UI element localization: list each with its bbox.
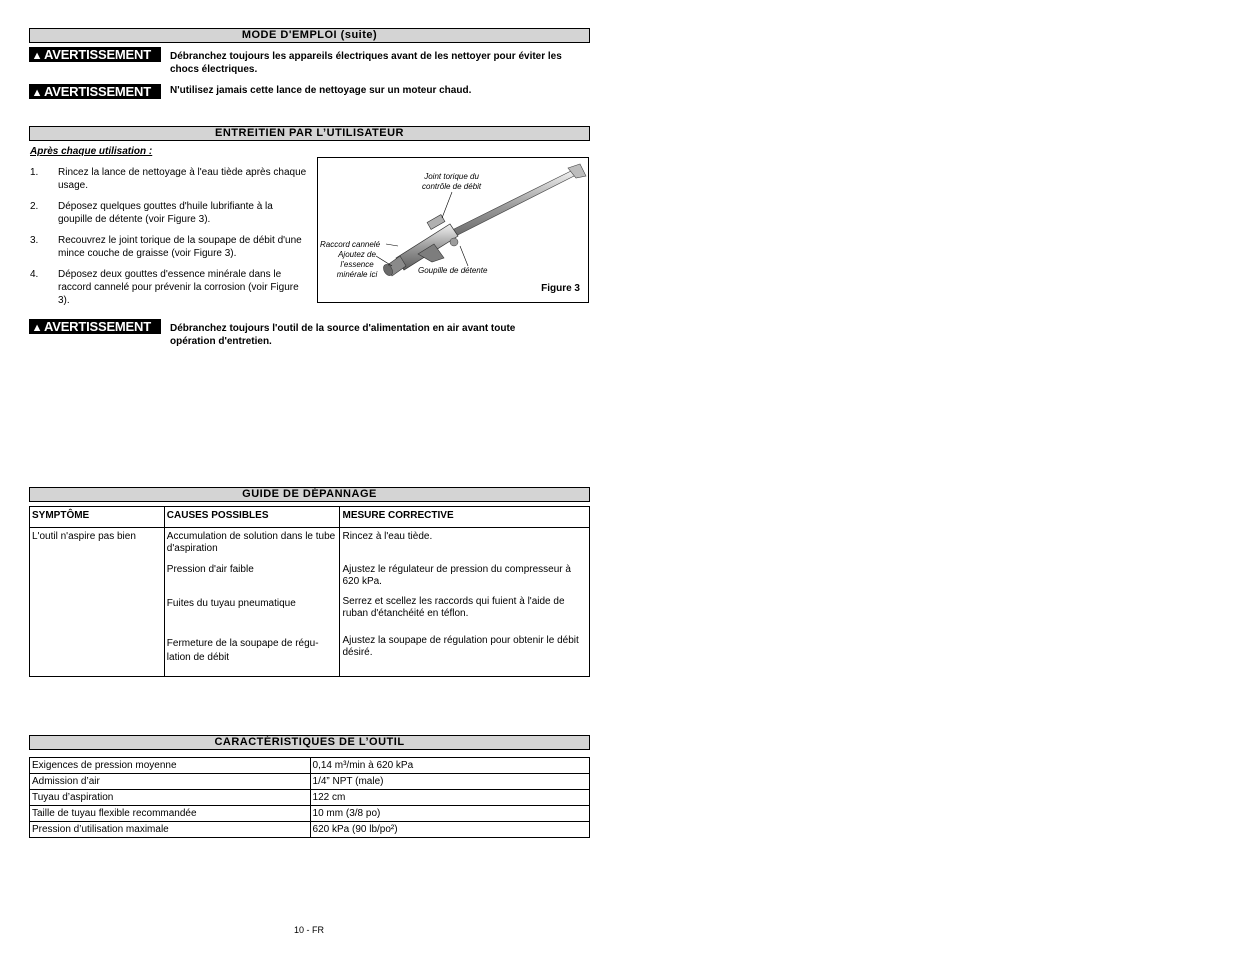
warning-text-2: N'utilisez jamais cette lance de nettoyage sur un moteur chaud.	[170, 85, 472, 96]
depannage-header: GUIDE DE DÉPANNAGE	[29, 487, 590, 502]
figure-label-ajoutez: Ajoutez de l’essence minérale ici	[336, 250, 378, 279]
entretien-header: ENTREITIEN PAR L’UTILISATEUR	[29, 126, 590, 141]
spec-value: 0,14 m³/min à 620 kPa	[310, 758, 589, 774]
list-item: 1. Rincez la lance de nettoyage à l'eau tiède après chaque usage.	[30, 167, 307, 191]
warning-badge-label: AVERTISSEMENT	[44, 319, 151, 334]
table-row	[30, 806, 590, 822]
spec-value: 620 kPa (90 lb/po²)	[310, 822, 589, 838]
warning-badge	[29, 47, 161, 62]
spec-label: Admission d’air	[30, 774, 311, 790]
fixes-cell	[340, 528, 590, 677]
spec-label: Pression d’utilisation maximale	[30, 822, 311, 838]
cause-item: Fuites du tuyau pneumatique	[166, 598, 296, 609]
fix-item: Serrez et scellez les raccords qui fuient à l'aide de ruban d'étanchéité en téflon.	[342, 596, 565, 619]
figure-label-raccord: Raccord cannelé	[320, 240, 381, 249]
column-header: CAUSES POSSIBLES	[164, 507, 340, 528]
spec-value: 10 mm (3/8 po)	[310, 806, 589, 822]
mode-emploi-header: MODE D'EMPLOI (suite)	[29, 28, 590, 43]
fix-item: Ajustez la soupape de régulation pour obtenir le débit désiré.	[342, 635, 579, 658]
warning-text-3: Débranchez toujours l'outil de la source d'alimentation en air avant toute opération d'entretien.	[170, 323, 516, 347]
warning-badge-label: AVERTISSEMENT	[44, 47, 151, 62]
warning-triangle-icon: ▲	[31, 322, 43, 334]
warning-triangle-icon: ▲	[31, 50, 43, 62]
spec-label: Exigences de pression moyenne	[30, 758, 311, 774]
spec-label: Tuyau d’aspiration	[30, 790, 311, 806]
entretien-subheading: Après chaque utilisation :	[30, 146, 153, 157]
list-item: 4. Déposez deux gouttes d'essence minérale dans le raccord cannelé pour prévenir la corrosion (voir Figure 3).	[30, 269, 299, 306]
table-row	[30, 774, 590, 790]
cause-item: Fermeture de la soupape de régu-lation de débit	[166, 638, 319, 663]
figure-3	[317, 157, 589, 303]
fix-item: Ajustez le régulateur de pression du compresseur à 620 kPa.	[342, 564, 571, 587]
troubleshooting-table	[29, 506, 590, 677]
warning-badge-label: AVERTISSEMENT	[44, 84, 151, 99]
table-header-row	[30, 507, 590, 528]
figure-caption: Figure 3	[541, 283, 580, 294]
specifications-table	[29, 757, 590, 838]
caracteristiques-header: CARACTÉRISTIQUES DE L’OUTIL	[29, 735, 590, 750]
page-number: 10 - FR	[294, 925, 325, 935]
table-row	[30, 822, 590, 838]
cause-item: Pression d'air faible	[166, 564, 254, 575]
warning-text-1: Débranchez toujours les appareils électriques avant de les nettoyer pour éviter les chocs électriques.	[170, 51, 562, 75]
figure-label-goupille: Goupille de détente	[418, 266, 488, 275]
figure-label-joint: Joint torique du contrôle de débit	[422, 172, 482, 191]
table-row	[30, 758, 590, 774]
warning-triangle-icon: ▲	[31, 87, 43, 99]
spec-label: Taille de tuyau flexible recommandée	[30, 806, 311, 822]
table-row	[30, 790, 590, 806]
warning-badge	[29, 319, 161, 334]
list-item: 3. Recouvrez le joint torique de la soupape de débit d'une mince couche de graisse (voir Figure 3).	[30, 235, 302, 259]
list-item: 2. Déposez quelques gouttes d'huile lubrifiante à la goupille de détente (voir Figure 3).	[30, 201, 273, 225]
cause-item: Accumulation de solution dans le tube d'aspiration	[166, 531, 336, 554]
warning-badge	[29, 84, 161, 99]
causes-cell	[164, 528, 340, 677]
column-header: SYMPTÔME	[30, 507, 165, 528]
symptom-cell: L'outil n'aspire pas bien	[30, 528, 165, 677]
table-row	[30, 528, 590, 677]
fix-item: Rincez à l'eau tiède.	[342, 531, 433, 542]
column-header: MESURE CORRECTIVE	[340, 507, 590, 528]
maintenance-steps	[29, 166, 309, 315]
spec-value: 122 cm	[310, 790, 589, 806]
spec-value: 1/4” NPT (male)	[310, 774, 589, 790]
